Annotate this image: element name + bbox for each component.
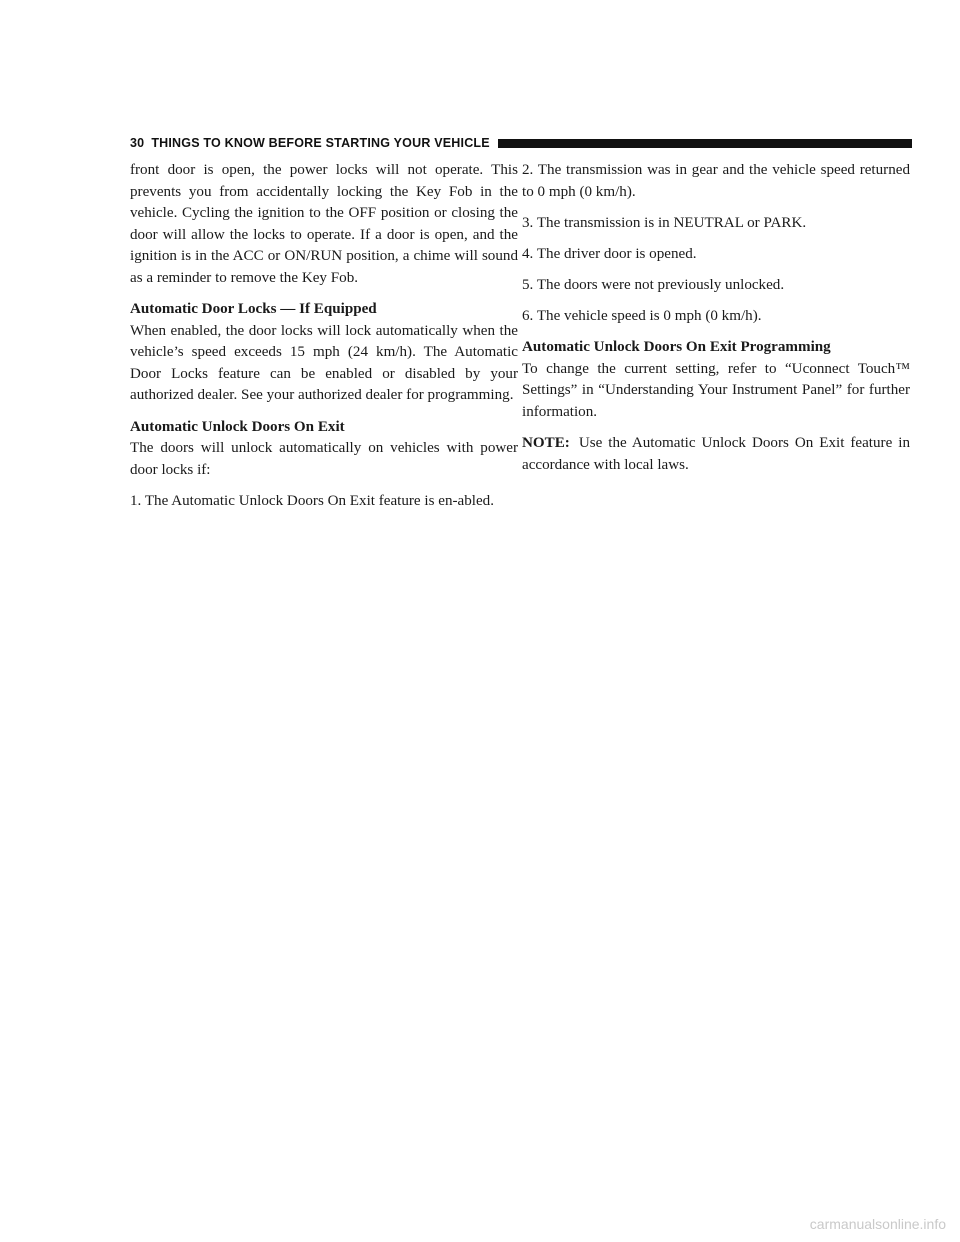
auto-unlock-body: The doors will unlock automatically on vehicles with power door locks if: [130,440,518,478]
page-header [130,136,912,150]
condition-5: 5. The doors were not previously unlocked. [522,276,785,293]
auto-unlock-heading: Automatic Unlock Doors On Exit [130,418,345,435]
header-rule [498,139,912,148]
condition-6: 6. The vehicle speed is 0 mph (0 km/h). [522,307,762,324]
condition-4: 4. The driver door is opened. [522,245,697,262]
left-column [130,160,518,522]
note-body: Use the Automatic Unlock Doors On Exit feature in accordance with local laws. [522,434,910,473]
note-paragraph [522,433,910,476]
condition-3: 3. The transmission is in NEUTRAL or PARK. [522,214,807,231]
programming-body: To change the current setting, refer to “Uconnect Touch™ Settings” in “Understanding Your Instrument Panel” for further information. [522,360,910,420]
right-column [522,160,910,486]
watermark-link[interactable]: carmanualsonline.info [809,1216,946,1232]
condition-2: 2. The transmission was in gear and the vehicle speed returned to 0 mph (0 km/h). [522,162,910,200]
auto-door-locks-body: When enabled, the door locks will lock automatically when the vehicle’s speed exceeds 15 mph (24 km/h). The Automatic Door Locks feature can be enabled or disabled by your authorized dealer. See your authorized dealer for programming. [130,322,518,404]
auto-door-locks-heading: Automatic Door Locks — If Equipped [130,301,377,318]
programming-heading: Automatic Unlock Doors On Exit Programming [522,339,831,356]
intro-paragraph: front door is open, the power locks will not operate. This prevents you from accidentally locking the Key Fob in the vehicle. Cycling the ignition to the OFF position or closing the door will allow the locks to operate. If a door is open, and the ignition is in the ACC or ON/RUN position, a chime will sound as a reminder to remove the Key Fob. [130,162,518,286]
page-number: 30 [130,136,145,150]
note-label: NOTE: [522,434,570,451]
condition-1: 1. The Automatic Unlock Doors On Exit feature is en-abled. [130,492,494,509]
section-title: THINGS TO KNOW BEFORE STARTING YOUR VEHICLE [151,136,490,150]
